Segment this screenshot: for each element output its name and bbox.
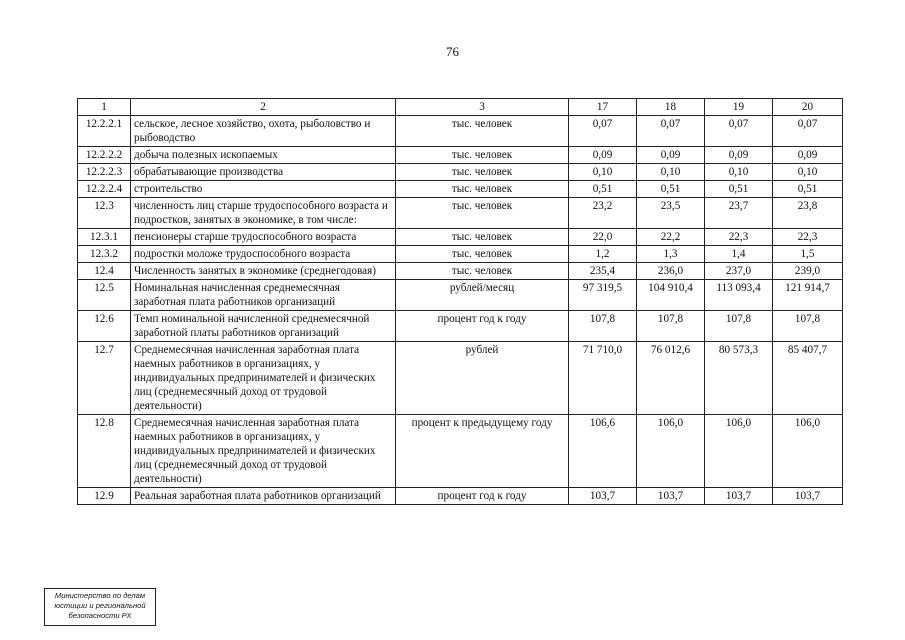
table-row — [78, 342, 843, 415]
row-value-18: 76 012,6 — [637, 342, 705, 415]
row-value-20: 121 914,7 — [773, 280, 843, 311]
stamp-line: Министерство по делам — [54, 591, 146, 600]
row-value-19: 107,8 — [705, 311, 773, 342]
table-row — [78, 488, 843, 505]
row-value-18: 106,0 — [637, 415, 705, 488]
row-value-20: 23,8 — [773, 198, 843, 229]
header-cell: 19 — [705, 99, 773, 116]
row-value-20: 85 407,7 — [773, 342, 843, 415]
row-value-18: 104 910,4 — [637, 280, 705, 311]
row-unit: рублей — [396, 342, 569, 415]
row-value-17: 22,0 — [569, 229, 637, 246]
row-value-17: 235,4 — [569, 263, 637, 280]
row-name: обрабатывающие производства — [131, 164, 396, 181]
row-value-18: 103,7 — [637, 488, 705, 505]
row-name: строительство — [131, 181, 396, 198]
stamp-line: безопасности РХ — [68, 611, 132, 620]
row-code: 12.8 — [78, 415, 131, 488]
row-value-17: 71 710,0 — [569, 342, 637, 415]
table-row — [78, 181, 843, 198]
row-value-18: 0,10 — [637, 164, 705, 181]
row-value-18: 236,0 — [637, 263, 705, 280]
header-cell: 18 — [637, 99, 705, 116]
row-value-19: 22,3 — [705, 229, 773, 246]
row-value-17: 97 319,5 — [569, 280, 637, 311]
row-code: 12.2.2.4 — [78, 181, 131, 198]
row-unit: тыс. человек — [396, 116, 569, 147]
row-unit: тыс. человек — [396, 164, 569, 181]
row-name: Численность занятых в экономике (среднегодовая) — [131, 263, 396, 280]
row-value-19: 0,09 — [705, 147, 773, 164]
table-row — [78, 116, 843, 147]
row-value-19: 103,7 — [705, 488, 773, 505]
row-name: Темп номинальной начисленной среднемесячной заработной платы работников организаций — [131, 311, 396, 342]
row-name: Реальная заработная плата работников организаций — [131, 488, 396, 505]
row-value-19: 1,4 — [705, 246, 773, 263]
row-name: численность лиц старше трудоспособного возраста и подростков, занятых в экономике, в том числе: — [131, 198, 396, 229]
row-value-18: 107,8 — [637, 311, 705, 342]
row-value-18: 0,09 — [637, 147, 705, 164]
row-name: Среднемесячная начисленная заработная плата наемных работников в организациях, у индивидуальных предпринимателей и физических лиц (среднемесячный доход от трудовой деятельности) — [131, 342, 396, 415]
row-code: 12.3.2 — [78, 246, 131, 263]
row-value-17: 103,7 — [569, 488, 637, 505]
row-value-17: 107,8 — [569, 311, 637, 342]
row-value-17: 23,2 — [569, 198, 637, 229]
header-cell: 20 — [773, 99, 843, 116]
row-value-18: 22,2 — [637, 229, 705, 246]
row-value-17: 1,2 — [569, 246, 637, 263]
table-row — [78, 229, 843, 246]
row-value-19: 0,07 — [705, 116, 773, 147]
table-row — [78, 415, 843, 488]
row-name: Среднемесячная начисленная заработная плата наемных работников в организациях, у индивидуальных предпринимателей и физических лиц (среднемесячный доход от трудовой деятельности) — [131, 415, 396, 488]
row-code: 12.2.2.3 — [78, 164, 131, 181]
ministry-stamp — [44, 588, 156, 626]
row-unit: тыс. человек — [396, 147, 569, 164]
page-number: 76 — [446, 44, 459, 59]
row-value-19: 0,51 — [705, 181, 773, 198]
header-row — [78, 99, 843, 116]
row-code: 12.3 — [78, 198, 131, 229]
row-code: 12.7 — [78, 342, 131, 415]
data-table — [77, 98, 843, 505]
row-value-20: 0,09 — [773, 147, 843, 164]
row-unit: тыс. человек — [396, 263, 569, 280]
row-value-19: 23,7 — [705, 198, 773, 229]
row-unit: тыс. человек — [396, 198, 569, 229]
table-row — [78, 311, 843, 342]
row-code: 12.3.1 — [78, 229, 131, 246]
row-value-19: 113 093,4 — [705, 280, 773, 311]
row-value-17: 0,51 — [569, 181, 637, 198]
row-value-19: 80 573,3 — [705, 342, 773, 415]
row-value-20: 107,8 — [773, 311, 843, 342]
row-value-19: 106,0 — [705, 415, 773, 488]
row-name: подростки моложе трудоспособного возраста — [131, 246, 396, 263]
row-value-17: 0,10 — [569, 164, 637, 181]
row-value-18: 1,3 — [637, 246, 705, 263]
table-row — [78, 164, 843, 181]
table-row — [78, 147, 843, 164]
row-value-20: 22,3 — [773, 229, 843, 246]
row-unit: процент год к году — [396, 488, 569, 505]
row-code: 12.9 — [78, 488, 131, 505]
row-unit: тыс. человек — [396, 229, 569, 246]
row-name: добыча полезных ископаемых — [131, 147, 396, 164]
row-value-18: 0,51 — [637, 181, 705, 198]
header-cell: 17 — [569, 99, 637, 116]
row-unit: процент год к году — [396, 311, 569, 342]
row-name: пенсионеры старше трудоспособного возраста — [131, 229, 396, 246]
row-value-20: 239,0 — [773, 263, 843, 280]
row-unit: процент к предыдущему году — [396, 415, 569, 488]
row-name: Номинальная начисленная среднемесячная заработная плата работников организаций — [131, 280, 396, 311]
table-row — [78, 263, 843, 280]
row-unit: тыс. человек — [396, 246, 569, 263]
row-value-19: 0,10 — [705, 164, 773, 181]
row-value-18: 0,07 — [637, 116, 705, 147]
row-unit: рублей/месяц — [396, 280, 569, 311]
row-value-17: 0,09 — [569, 147, 637, 164]
row-code: 12.6 — [78, 311, 131, 342]
row-code: 12.2.2.2 — [78, 147, 131, 164]
row-value-19: 237,0 — [705, 263, 773, 280]
header-cell: 2 — [131, 99, 396, 116]
row-value-20: 0,51 — [773, 181, 843, 198]
row-name: сельское, лесное хозяйство, охота, рыболовство и рыбоводство — [131, 116, 396, 147]
row-code: 12.2.2.1 — [78, 116, 131, 147]
row-code: 12.5 — [78, 280, 131, 311]
row-code: 12.4 — [78, 263, 131, 280]
row-value-20: 1,5 — [773, 246, 843, 263]
row-value-18: 23,5 — [637, 198, 705, 229]
stamp-line: юстиции и региональной — [54, 601, 146, 610]
row-value-17: 106,6 — [569, 415, 637, 488]
row-unit: тыс. человек — [396, 181, 569, 198]
row-value-20: 0,10 — [773, 164, 843, 181]
row-value-20: 0,07 — [773, 116, 843, 147]
table-row — [78, 246, 843, 263]
row-value-17: 0,07 — [569, 116, 637, 147]
table-row — [78, 280, 843, 311]
row-value-20: 106,0 — [773, 415, 843, 488]
header-cell: 1 — [78, 99, 131, 116]
header-cell: 3 — [396, 99, 569, 116]
table-row — [78, 198, 843, 229]
row-value-20: 103,7 — [773, 488, 843, 505]
